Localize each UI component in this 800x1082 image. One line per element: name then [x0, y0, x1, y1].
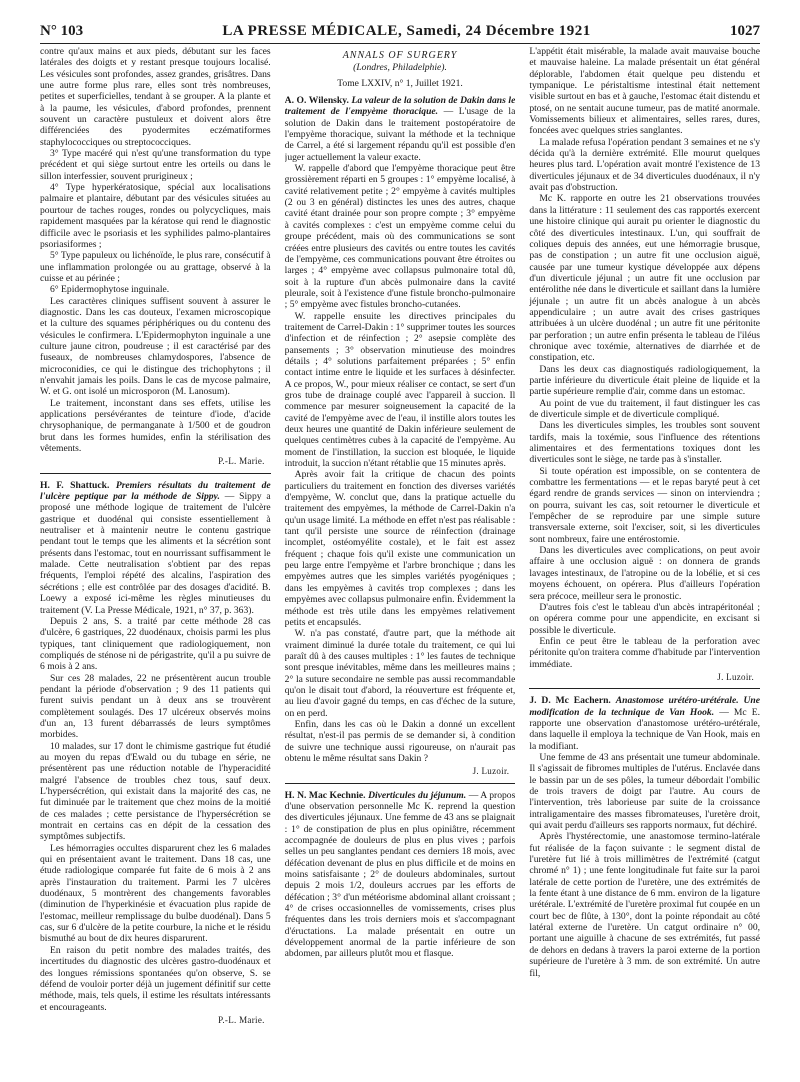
article-heading: [285, 95, 516, 163]
paragraph: 5° Type papuleux ou lichénoïde, le plus rare, consécutif à une inflammation prolongée ou au grattage, observé à la cuisse et au périnée ;: [40, 250, 271, 284]
article-heading: [285, 790, 516, 960]
paragraph: contre qu'aux mains et aux pieds, débutant sur les faces latérales des doigts et y restant presque toujours localisé. Les vésicules sont profondes, assez grandes, grisâtres. Dans une autre forme plus rare, elles sont très nombreuses, petites et superficielles, tendant à se grouper. A la plante et à la paume, les vésicules, d'abord profondes, prennent souvent un caractère pustuleux et doivent alors être différenciées des pyodermites eczématiformes staphylococciques ou streptococciques.: [40, 46, 271, 148]
journal-source-block: [285, 50, 516, 89]
column-3: [529, 46, 760, 1076]
paragraph: 6° Epidermophytose inguinale.: [50, 284, 170, 296]
paragraph: Après avoir fait la critique de chacun des points particuliers du traitement en fonction des diverses variétés d'empyème, W. conclut que, dans la pratique actuelle du traitement des empyèmes, la méthode de Carrel-Dakin n'a qu'un usage limité. La méthode en effet n'est pas réalisable : tant qu'il persiste une source de réinfection (drainage incomplet, ostéomyélite costale), et le fait est assez fréquent ; chaque fois qu'il existe une communication un peu large entre l'empyème et l'arbre bronchique ; dans les empyèmes autres que les simples variétés pyogéniques ; dans les empyèmes à cavités trop complexes ; dans les empyèmes avec collapsus pulmonaire enfin. Évidemment la méthode est très utile dans les empyèmes relativement petits et encapsulés.: [284, 469, 516, 628]
journal-masthead-title: LA PRESSE MÉDICALE, Samedi, 24 Décembre 1921: [222, 23, 591, 39]
paragraph: D'autres fois c'est le tableau d'un abcès intrapéritonéal ; on opérera comme pour une appendicite, en excisant si possible le diverticule.: [529, 601, 761, 636]
paragraph: 3° Type macéré qui n'est qu'une transformation du type précédent et qui siège surtout entre les orteils ou dans le sillon interfessier, souvent prurigineux ;: [40, 148, 271, 182]
article-authors: H. N. Mac Kechnie.: [284, 789, 366, 801]
paragraph: W. rappelle ensuite les directives principales du traitement de Carrel-Dakin : 1° supprimer toutes les sources d'infection et de réinfection ; 2° asepsie complète des pansements ; 3° observation minutieuse des moindres détails ; 4° solutions parfaitement préparées ; 5° enfin contact intime entre le liquide et les surfaces à désinfecter. A ce propos, W., pour mieux réaliser ce contact, se sert d'un gros tube de drainage couplé avec l'appareil à succion. Il commence par mesurer soigneusement la capacité de la cavité de l'empyème avec de l'eau, il instille alors toutes les deux heures une quantité de Dakin inférieure seulement de quelques centimètres cubes à la capacité de l'empyème. Au moment de l'instillation, la succion est bloquée, le liquide introduit, la succion n'étant rétablie que 15 minutes après.: [284, 310, 516, 470]
article-title: La valeur de la solution de Dakin dans le traitement de l'empyème thoracique.: [284, 95, 516, 118]
paragraph: Les hémorragies occultes disparurent chez les 6 malades qui en présentaient avant le traitement. Dans 18 cas, une étude radiologique comparée fut faite de 6 mois à 2 ans après l'instauration du traitement. Parmi les 7 ulcères duodénaux, 5 montrèrent des changements favorables (diminution de l'hyperkinésie et évacuation plus rapide de l'estomac, meilleur remplissage du bulbe duodénal). Dans 5 cas, sur 6 d'ulcère de la petite courbure, la niche et le résidu bismuthé au bout de dix heures disparurent.: [40, 842, 271, 945]
article-separator: [285, 783, 516, 784]
paragraph: Dans les diverticules avec complications, on peut avoir affaire à une occlusion aiguë : on donnera de grands lavages intestinaux, de l'atropine ou de la lobélie, et si ces moyens échouent, on opérera. Plus d'ailleurs l'opération sera précoce, meilleur sera le pronostic.: [529, 545, 761, 602]
signature: P.-L. Marie.: [218, 456, 265, 467]
article-lead: — Sippy a proposé une méthode logique de traitement de l'ulcère gastrique et duodénal qui consiste essentiellement à neutraliser et à maintenir neutre le contenu gastrique pendant tout le temps que les aliments et la sécrétion sont présents dans l'estomac, tout en nourrissant suffisamment le malade. Cette neutralisation s'obtient par des repas fréquents, l'emploi répété des alcalins, l'aspiration des sécrétions ; elle est contrôlée par des dosages d'acidité. B. Loewy a exposé ici-même les règles minutieuses du traitement (V. La Presse Médicale, 1921, n° 37, p. 363).: [40, 491, 271, 616]
paragraph: 4° Type hyperkératosique, spécial aux localisations palmaire et plantaire, débutant par des vésicules situées au pourtour de taches rouges, rondes ou polycycliques, mais rapidement masquées par la kératose qui rend le diagnostic difficile avec le psoriasis et les syphilides palmo-plantaires psoriasiformes ;: [40, 182, 271, 250]
page-number-left: N° 103: [40, 23, 84, 39]
paragraph: Dans les deux cas diagnostiqués radiologiquement, la partie inférieure du diverticule était pleine de liquide et la partie supérieure remplie d'air, comme dans un estomac.: [529, 363, 761, 398]
paragraph: La malade refusa l'opération pendant 3 semaines et ne s'y décida qu'à la dernière extrémité. Elle mourut quelques heures plus tard. L'opération avait montré l'existence de 13 diverticules jéjunaux et de 34 diverticules duodénaux, il n'y avait pas d'obstruction.: [529, 136, 761, 194]
paragraph: Depuis 2 ans, S. a traité par cette méthode 28 cas d'ulcère, 6 gastriques, 22 duodénaux, choisis parmi les plus typiques, tant cliniquement que radiologiquement, non compliqués de sténose ni de périgastrite, qu'il a pu suivre de 6 mois à 2 ans.: [40, 615, 271, 673]
article-columns: [40, 46, 760, 1076]
paragraph: Le traitement, inconstant dans ses effets, utilise les applications persévérantes de teinture d'iode, d'acide chrysophanique, de permanganate à 1/500 et de goudron brut dans les formes humides, enfin la stérilisation des vêtements.: [40, 397, 271, 455]
article-authors: A. O. Wilensky.: [284, 95, 349, 107]
article-lead: — A propos d'une observation personnelle Mc K. reprend la question des diverticules jéjunaux. Une femme de 43 ans se plaignait : 1° de constipation de plus en plus opiniâtre, récemment accompagnée de douleurs de plus en plus vives ; parfois selles un peu sanglantes pendant ces derniers 18 mois, avec défécation devenant de plus en plus difficile et de moins en moins satisfaisante ; 2° de douleurs abdominales, surtout depuis 2 mois 1/2, douleurs accrues par les efforts de défécation ; 3° d'un météorisme abdominal allant croissant ; 4° de crises occasionnelles de vomissements, crises plus fréquentes dans les trois derniers mois et s'accompagnant d'éructations. La malade présentait en outre un développement anormal de la partie inférieure de son abdomen, par ailleurs plutôt mou et flasque.: [284, 789, 516, 960]
paragraph: W. rappelle d'abord que l'empyème thoracique peut être grossièrement réparti en 5 groupes : 1° empyème localisé, à cavité relativement petite ; 2° empyème à cavités multiples (2 ou 3 en général) distinctes les unes des autres, chaque cavité étant drainée pour son propre compte ; 3° empyème à cavités complexes : c'est un empyème comme celui du groupe précédent, mais où des communications se sont créées entre plusieurs des cavités ou entre toutes les cavités de l'empyème, ces communications pouvant être étroites ou larges ; 4° empyème avec collapsus pulmonaire total dû, soit à la rupture d'un abcès pulmonaire dans la cavité pleurale, soit à l'existence d'une fistule broncho-pulmonaire ; 5° empyème avec fistules broncho-cutanées.: [284, 163, 516, 311]
article-title: Premiers résultats du traitement de l'ulcère peptique par la méthode de Sippy.: [40, 479, 271, 503]
article-lead: — L'usage de la solution de Dakin dans le traitement postopératoire de l'empyème thoracique, suivant la méthode et la technique de Carrel, a été si largement répandu qu'il est possible d'en juger actuellement la valeur exacte.: [284, 106, 516, 163]
column-1: [40, 46, 271, 1076]
paragraph: Une femme de 43 ans présentait une tumeur abdominale. Il s'agissait de fibromes multiples de l'utérus. Enclavée dans le bassin par un de ses pôles, la tumeur débordait l'ombilic de trois travers de doigt par l'autre. Au cours de l'intervention, très laborieuse par suite de la croissance intraligamentaire des masses fibromateuses, l'uretère droit, qui avait perdu d'ailleurs ses rapports normaux, fut déchiré.: [529, 751, 761, 832]
paragraph: 10 malades, sur 17 dont le chimisme gastrique fut étudié au moyen du repas d'Ewald ou du tubage en série, ne présentèrent pas une réduction notable de l'hyperacidité malgré l'absence de troubles chez tous, sauf deux. L'hypersécrétion, qui existait dans la majorité des cas, ne fut diminuée par le traitement que chez moins de la moitié de ces malades ; cette persistance de l'hypersécrétion se montrait en certains cas en dépit de la cessation des symptômes subjectifs.: [40, 740, 271, 843]
article-title: Anastomose urétéro-urétérale. Une modification de la technique de Van Hook.: [529, 695, 761, 718]
paragraph: Dans les diverticules simples, les troubles sont souvent tardifs, mais la toxémie, sous l'influence des rétentions alimentaires et des fermentations toxiques dont les diverticules sont le siège, ne tarde pas à s'installer.: [529, 420, 761, 466]
paragraph: Enfin, dans les cas où le Dakin a donné un excellent résultat, n'est-il pas permis de se demander si, à condition de suivre une technique aussi rigoureuse, on n'aurait pas obtenu le même résultat sans Dakin ?: [284, 718, 516, 764]
paragraph: Les caractères cliniques suffisent souvent à assurer le diagnostic. Dans les cas douteux, l'examen microscopique et la culture des squames périphériques ou du contenu des vésicules le confirmera. L'Epidermophyton inguinale a une culture jaune citron, poudreuse ; il est caractérisé par des fuseaux, de nombreuses chlamydospores, l'absence de microconidies, ce qui le distingue des trichophytons ; il n'envahit jamais les poils. Dans le cas de mycose palmaire, W. et G. ont isolé un microsporon (M. Lanosum).: [40, 295, 271, 398]
paragraph: En raison du petit nombre des malades traités, des incertitudes du diagnostic des ulcères gastro-duodénaux et des longues rémissions spontanées qu'on observe, S. se défend de vouloir porter déjà un jugement définitif sur cette méthode, mais, tels quels, il estime les résultats intéressants et encourageants.: [40, 944, 271, 1013]
paragraph: L'appétit était misérable, la malade avait mauvaise bouche et mauvaise haleine. La malade présentait un état général déplorable, l'abdomen était quelque peu distendu et tympanique. Le péristaltisme intestinal était nettement visible surtout en bas et à gauche, l'estomac était distendu et ptosé, on ne sentait aucune tumeur, pas de matité anormale. Vomissements bilieux et alimentaires, selles rares, dures, foncées avec quelques stries sanglantes.: [529, 46, 761, 137]
journal-issue: Tome LXXIV, n° 1, Juillet 1921.: [337, 77, 463, 89]
journal-city: (Londres, Philadelphie).: [353, 62, 447, 74]
paragraph: Au point de vue du traitement, il faut distinguer les cas de diverticule simple et de diverticule compliqué.: [529, 397, 761, 420]
paragraph: Après l'hystérectomie, une anastomose termino-latérale fut réalisée de la façon suivante : le segment distal de l'uretère fut lié à trois millimètres de l'extrémité (catgut chromé n° 1) ; une fente longitudinale fut faite sur la paroi latérale de cette portion de l'uretère, une des extrémités de la fente étant à une distance de 6 mm. environ de la ligature urétérale. L'extrémité de l'uretère proximal fut coupée en un court bec de flûte, à 130°, dont la pointe répondait au côté latéral externe de l'uretère. Un catgut ordinaire n° 00, portant une aiguille à chacune de ses extrémités, fut passé de dehors en dedans à travers la paroi externe de la portion supérieure de l'uretère à 3 mm. de son extrémité. Un autre fil,: [529, 831, 761, 979]
article-separator: [529, 688, 760, 689]
paragraph: Enfin ce peut être le tableau de la perforation avec péritonite qu'on traitera comme d'habitude par l'intervention immédiate.: [529, 635, 761, 670]
paragraph: W. n'a pas constaté, d'autre part, que la méthode ait vraiment diminué la durée totale du traitement, ce qui lui paraît dû à des causes multiples : 1° les fautes de technique sont presque inévitables, même dans les meilleures mains ; 2° la suture secondaire ne semble pas aussi recommandable qu'on le disait tout d'abord, la réouverture est fréquente et, au lieu d'avoir gagné du temps, en cas d'échec de la suture, on en perd.: [284, 628, 516, 719]
article-heading: [40, 480, 271, 616]
journal-name: ANNALS OF SURGERY: [342, 50, 458, 61]
signature: J. Luzoir.: [472, 766, 510, 777]
article-authors: H. F. Shattuck.: [40, 479, 110, 491]
column-2: [285, 46, 516, 1076]
paragraph: Sur ces 28 malades, 22 ne présentèrent aucun trouble pendant la période d'observation ; 9 des 11 patients qui furent suivis pendant un à deux ans se trouvèrent complètement soulagés. Des 17 ulcéreux observés moins d'un an, 13 furent débarrassés de leurs symptômes morbides.: [40, 672, 271, 741]
signature: P.-L. Marie.: [218, 1014, 265, 1025]
article-heading: [529, 695, 760, 752]
paragraph: Mc K. rapporte en outre les 21 observations trouvées dans la littérature : 11 seulement des cas rapportés exercent une histoire clinique qui aurait pu orienter le diagnostic du côté des diverticules intestinaux. L'un, qui souffrait de coliques depuis des années, eut une hémorragie brusque, pas de constipation ; un autre fit une occlusion aiguë, causée par une tumeur kystique développée aux dépens d'un diverticule jéjunal ; un autre fit une occlusion par entérolithe née dans le diverticule et saillant dans la lumière jéjunale ; un autre fit un abcès analogue à un abcès appendiculaire ; un autre avait des crises gastriques attribuées à un ulcère duodénal ; un autre fit une péritonite par perforation ; un autre enfin présenta le tableau de l'iléus chronique avec toxémie, alternatives de diarrhée et de constipation, etc.: [529, 193, 761, 364]
article-title: Diverticules du jéjunum.: [368, 789, 467, 801]
article-authors: J. D. Mc Eachern.: [529, 695, 611, 707]
signature: J. Luzoir.: [717, 671, 755, 682]
paragraph: Si toute opération est impossible, on se contentera de combattre les fermentations — et le repas baryté peut à cet égard rendre de grands services — sinon on interviendra ; on pourra, suivant les cas, soit retourner le diverticule et l'empêcher de se reproduire par une simple suture transversale externe, soit l'exciser, soit, si les diverticules sont nombreux, faire une entérostomie.: [529, 465, 761, 545]
article-separator: [40, 473, 271, 474]
article-lead: — Mc E. rapporte une observation d'anastomose urétéro-urétérale, dans laquelle il employa la technique de Van Hook, mais en la modifiant.: [529, 706, 761, 752]
page-number-right: 1027: [730, 23, 760, 39]
page-header: [40, 14, 760, 44]
